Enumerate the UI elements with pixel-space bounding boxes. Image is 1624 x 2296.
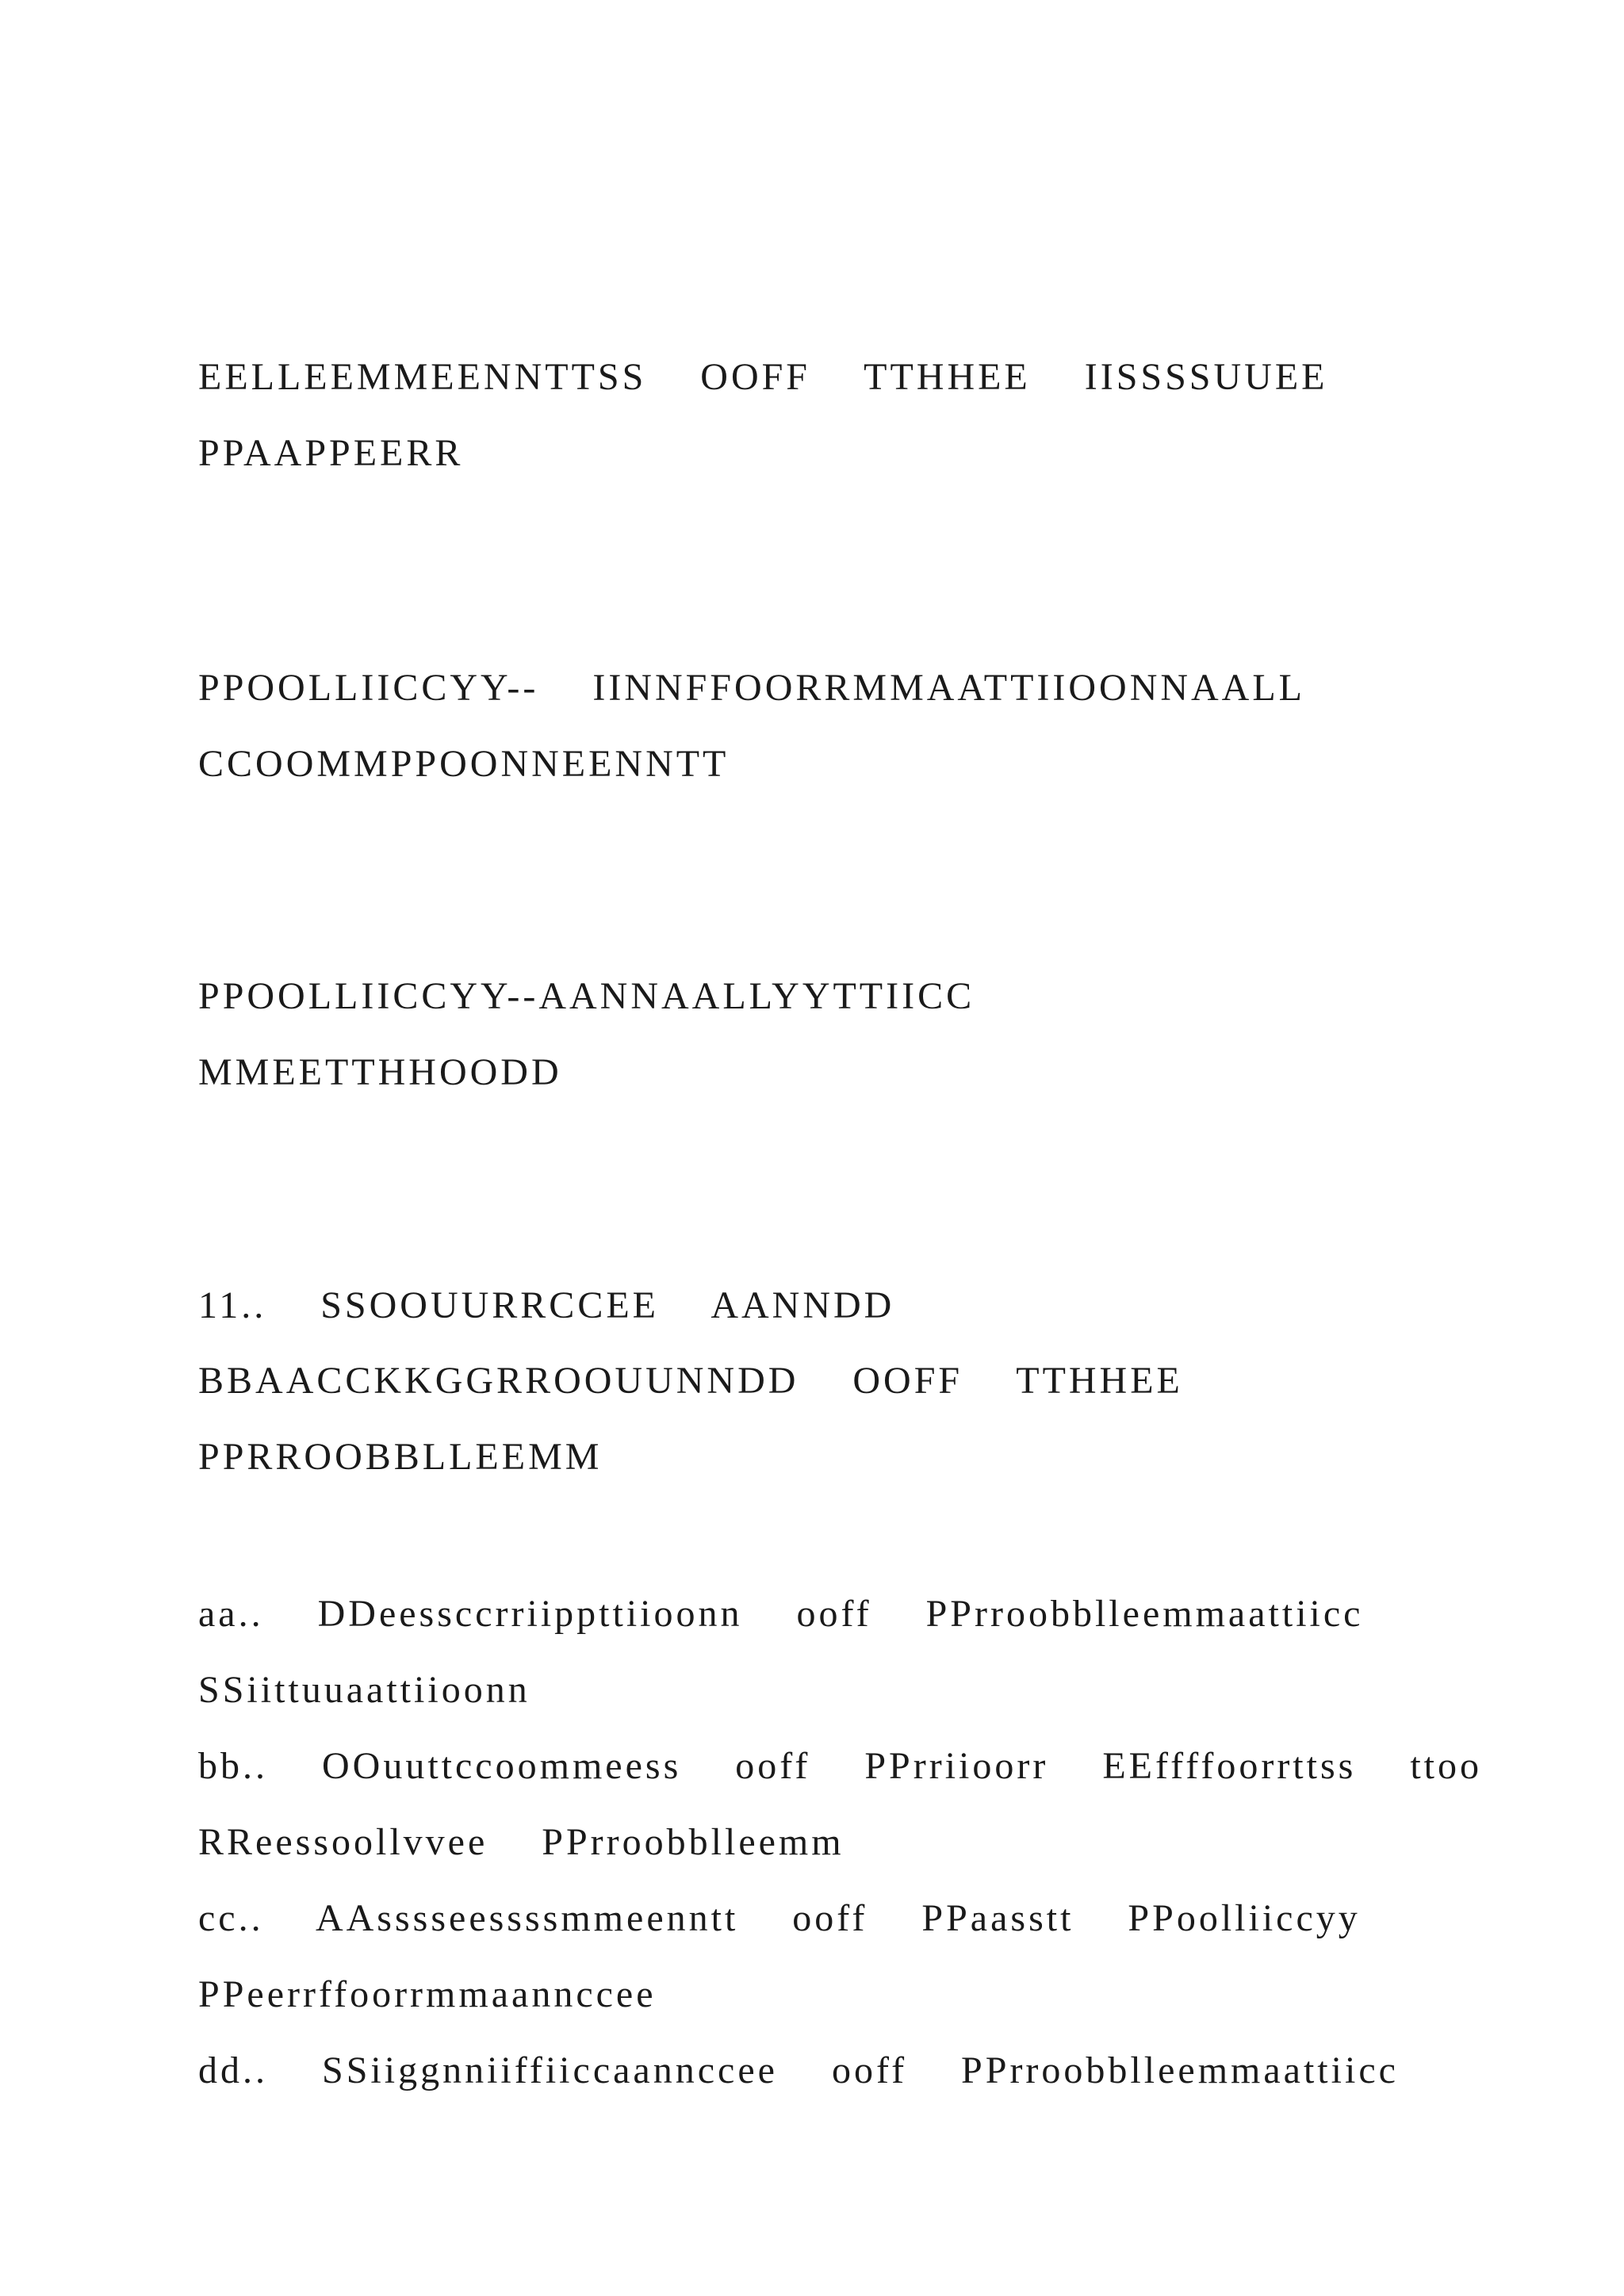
section-heading-line-2: BBAACCKKGGRROOUUNNDD OOFF TTHHEE: [198, 1360, 1183, 1402]
heading-policy-analytic-line-1: PPOOLLIICCYY--AANNAALLYYTTIICC: [198, 975, 975, 1017]
list-item-c-line-1: cc.. AAsssseessssmmeenntt ooff PPaasstt PPoolliiccyy: [198, 1897, 1361, 1939]
list-item-a-line-2: SSiittuuaattiioonn: [198, 1669, 530, 1711]
list-item-b-line-1: bb.. OOuuttccoommeess ooff PPrriioorr EEffffoorrttss ttoo: [198, 1745, 1482, 1787]
heading-policy-analytic-line-2: MMEETTHHOODD: [198, 1051, 562, 1093]
heading-policy-informational-line-1: PPOOLLIICCYY-- IINNFFOORRMMAATTIIOONNAALL: [198, 667, 1305, 709]
heading-policy-informational-line-2: CCOOMMPPOONNEENNTT: [198, 743, 730, 785]
list-item-b-line-2: RReessoollvvee PPrroobblleemm: [198, 1821, 845, 1863]
list-item-a-line-1: aa.. DDeessccrriippttiioonn ooff PPrroobblleemmaattiicc: [198, 1593, 1364, 1635]
document-title-line-2: PPAAPPEERR: [198, 432, 464, 474]
list-item-d-line-1: dd.. SSiiggnniiffiiccaannccee ooff PPrroobblleemmaattiicc: [198, 2049, 1399, 2091]
list-item-c-line-2: PPeerrffoorrmmaannccee: [198, 1973, 657, 2015]
section-heading-line-1: 11.. SSOOUURRCCEE AANNDD: [198, 1284, 895, 1326]
section-heading-line-3: PPRROOBBLLEEMM: [198, 1436, 603, 1478]
document-title-line-1: EELLEEMMEENNTTSS OOFF TTHHEE IISSSSUUEE: [198, 356, 1328, 398]
